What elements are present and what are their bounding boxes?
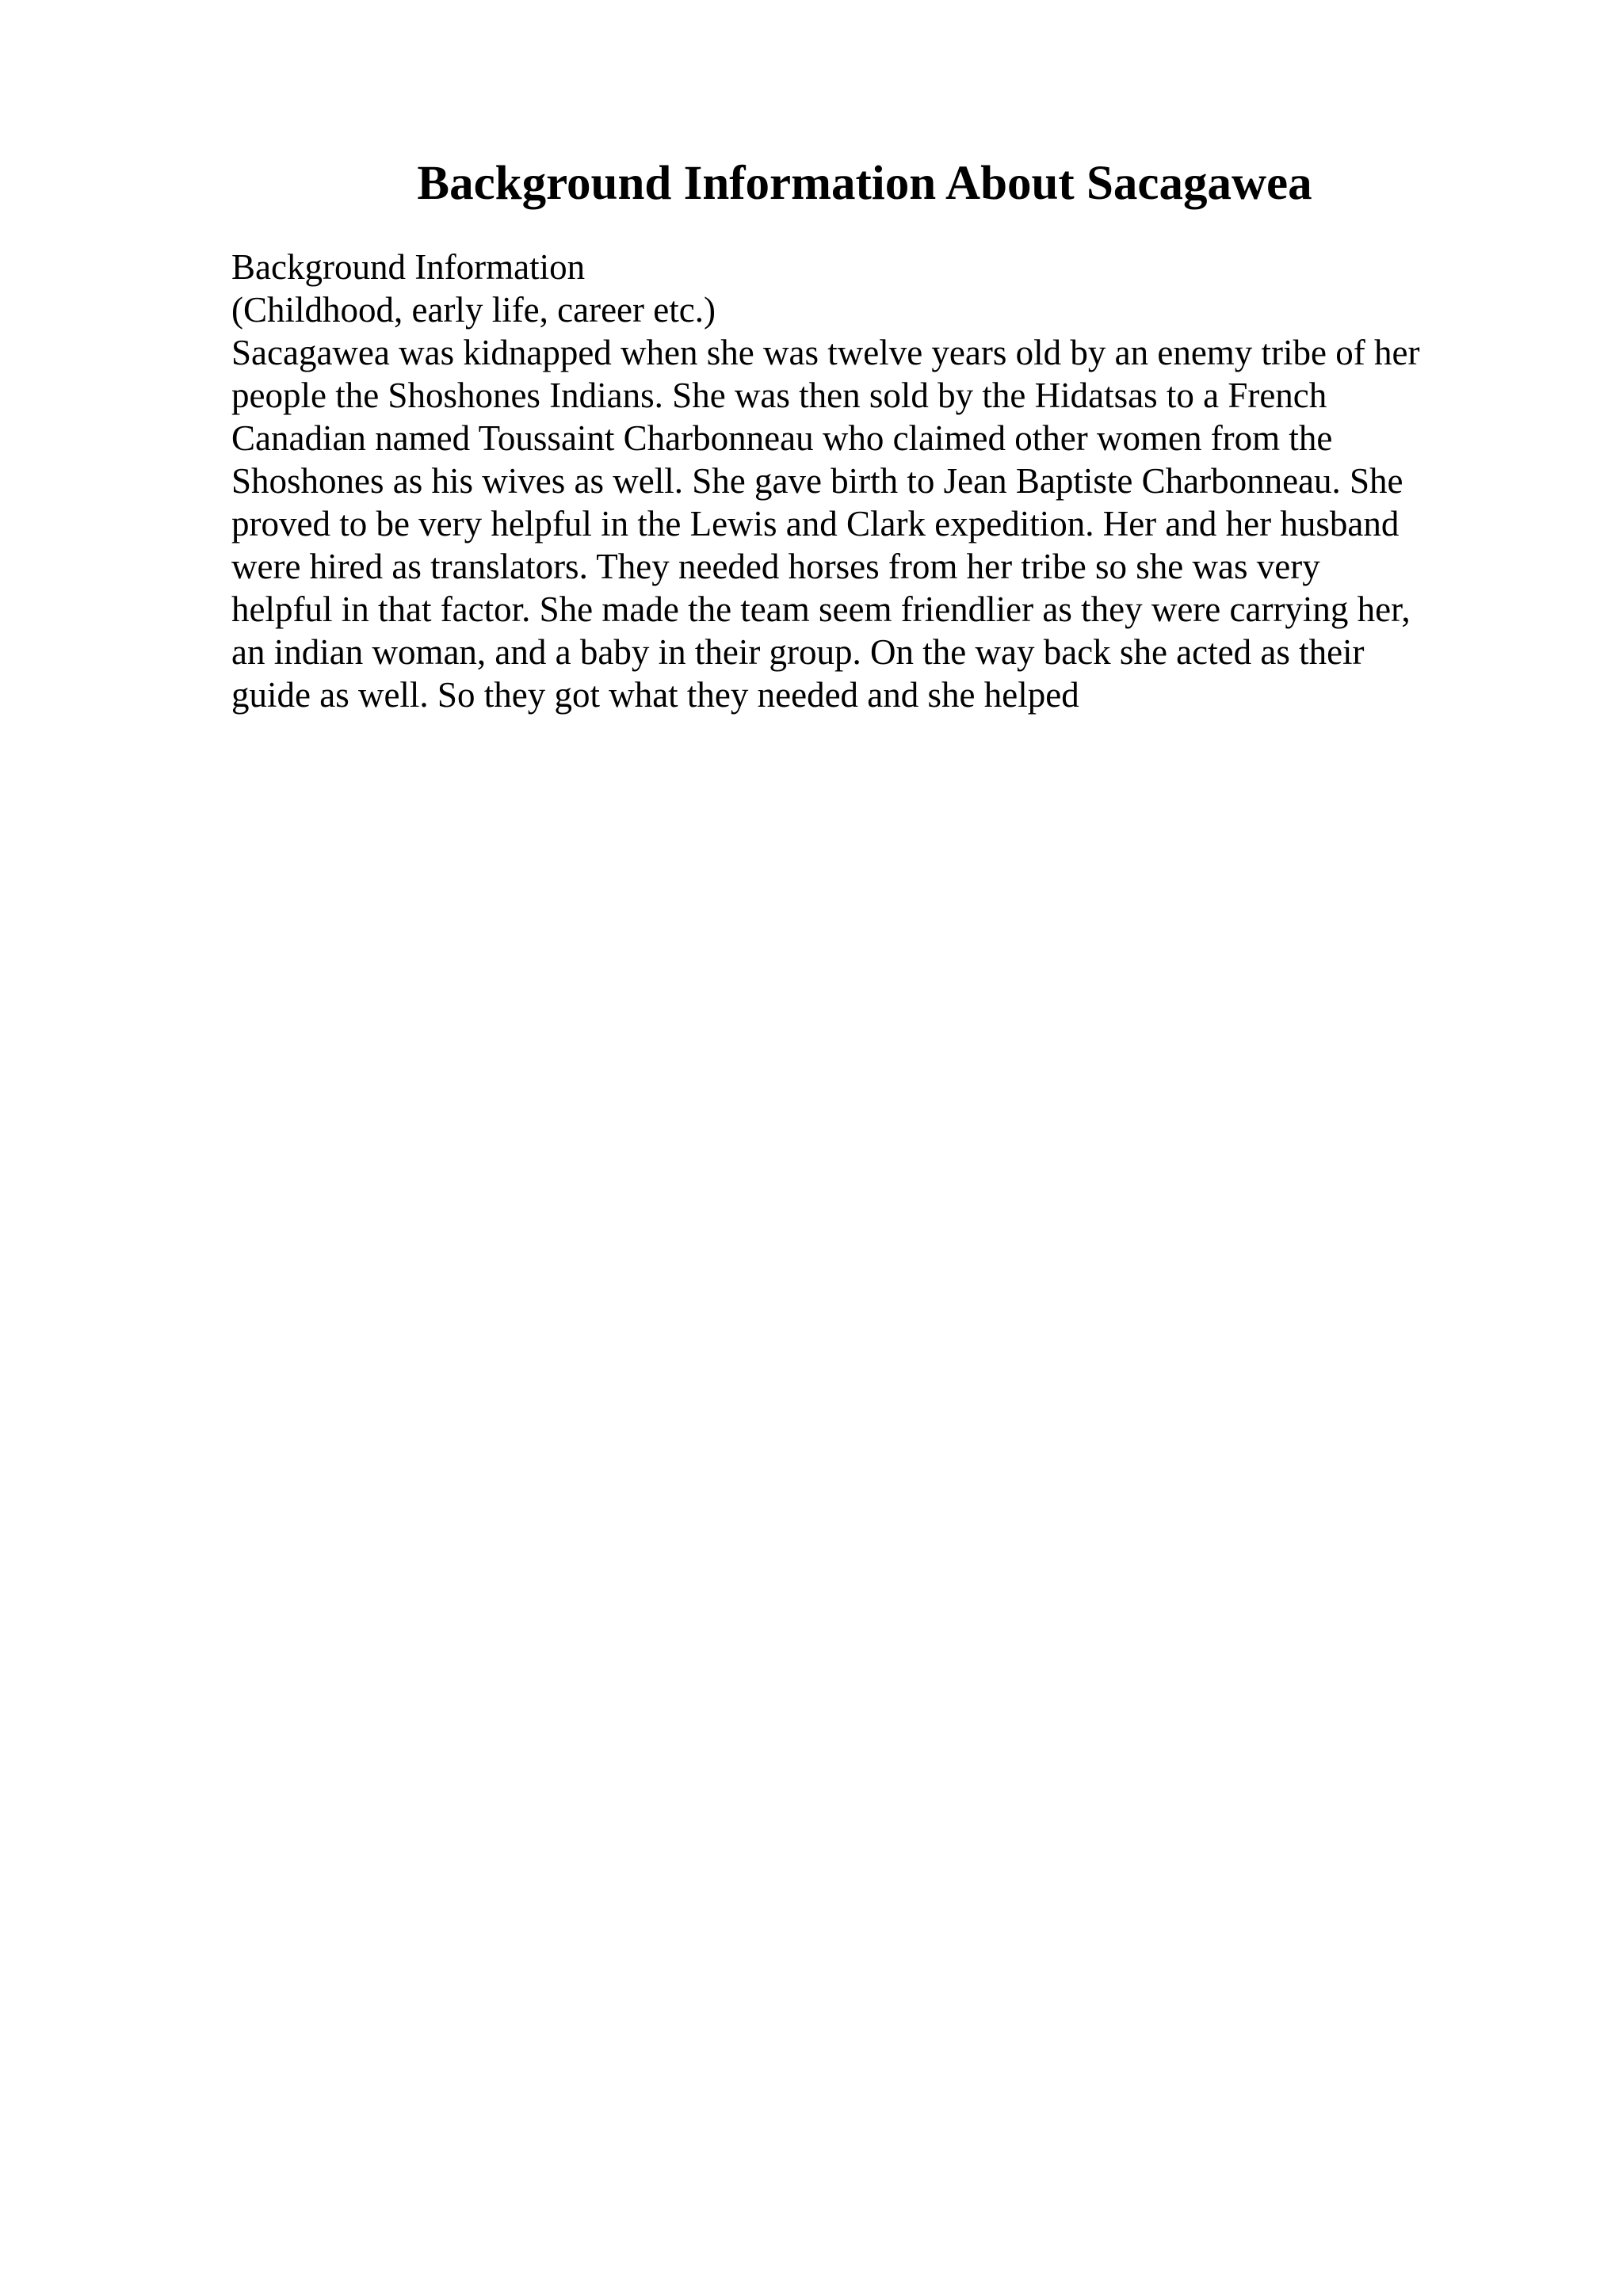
body-line: Canadian named Toussaint Charbonneau who claimed other women from the	[231, 418, 1333, 458]
body-line: were hired as translators. They needed horses from her tribe so she was very	[231, 547, 1320, 586]
body-line: guide as well. So they got what they needed and she helped	[231, 675, 1079, 715]
body-line: proved to be very helpful in the Lewis and Clark expedition. Her and her husband	[231, 504, 1400, 543]
body-line: helpful in that factor. She made the team seem friendlier as they were carrying her,	[231, 589, 1411, 629]
body-line: people the Shoshones Indians. She was then sold by the Hidatsas to a French	[231, 376, 1327, 415]
body-line: Sacagawea was kidnapped when she was twelve years old by an enemy tribe of her	[231, 333, 1420, 372]
document-body	[231, 246, 1499, 716]
body-line: Shoshones as his wives as well. She gave birth to Jean Baptiste Charbonneau. She	[231, 461, 1403, 501]
page-title: Background Information About Sacagawea	[417, 157, 1312, 210]
section-heading: Background Information	[231, 247, 586, 287]
body-line: an indian woman, and a baby in their group. On the way back she acted as their	[231, 632, 1365, 672]
section-subheading: (Childhood, early life, career etc.)	[231, 290, 716, 330]
